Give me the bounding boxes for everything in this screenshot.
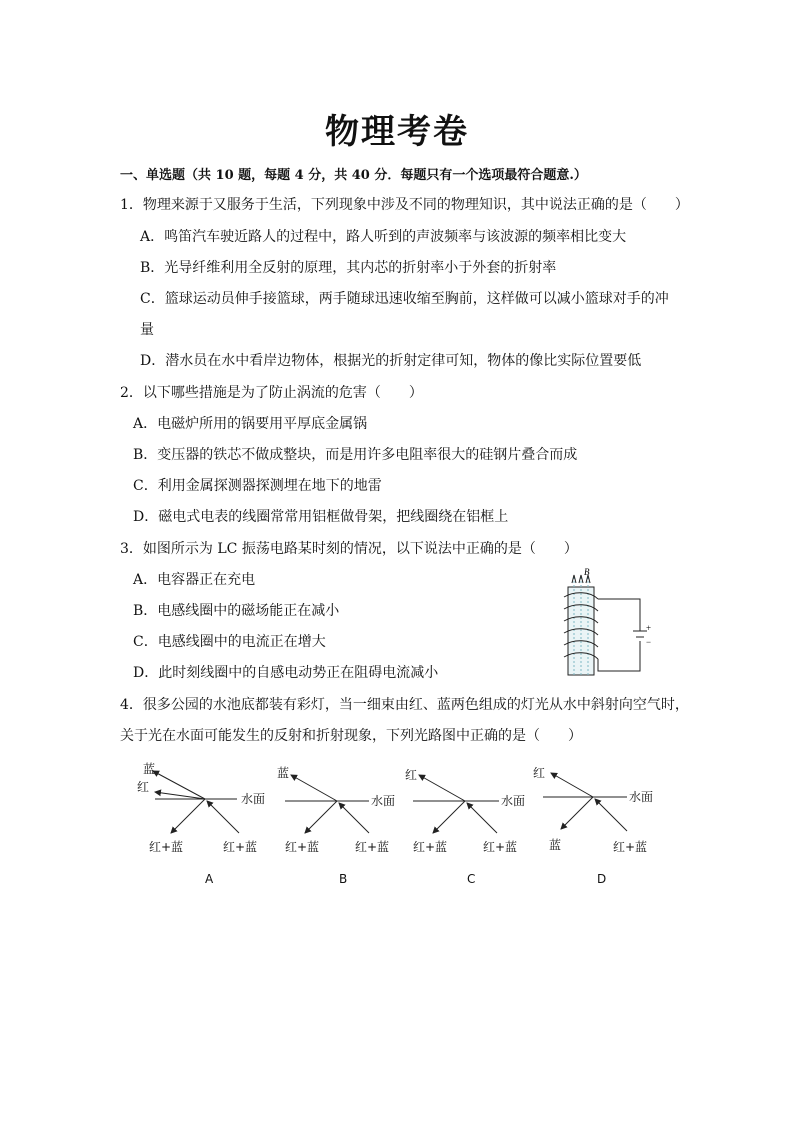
- q1-option-a: A．鸣笛汽车驶近路人的过程中，路人听到的声波频率与该波源的频率相比变大: [140, 229, 627, 245]
- q2-option-d: D．磁电式电表的线圈常常用铝框做骨架，把线圈绕在铝框上: [133, 509, 509, 525]
- q3-option-d: D．此时刻线圈中的自感电动势正在阻碍电流减小: [133, 665, 439, 681]
- diagram-b-option-label: B: [339, 872, 348, 886]
- diagram-a-option-label: A: [205, 872, 214, 886]
- q4-stem-line2: 关于光在水面可能发生的反射和折射现象，下列光路图中正确的是（ ）: [120, 728, 582, 744]
- q2-option-c: C．利用金属探测器探测埋在地下的地雷: [133, 478, 382, 494]
- q1-stem: 1．物理来源于又服务于生活，下列现象中涉及不同的物理知识，其中说法正确的是（ ）: [120, 197, 689, 213]
- diagram-b-mix-left-label: 红+蓝: [285, 840, 320, 854]
- diagram-a-blue-label: 蓝: [143, 762, 156, 776]
- diagram-c-option-label: C: [467, 872, 476, 886]
- lc-circuit-figure: [550, 565, 660, 680]
- q4-stem-line1: 4．很多公园的水池底都装有彩灯，当一细束由红、蓝两色组成的灯光从水中斜射向空气时，: [120, 697, 689, 713]
- diagram-d-red-label: 红: [533, 766, 546, 780]
- capacitor-minus-label: −: [646, 637, 652, 647]
- diagram-d-blue-label: 蓝: [549, 838, 562, 852]
- q2-option-b: B．变压器的铁芯不做成整块，而是用许多电阻率很大的硅钢片叠合而成: [133, 447, 578, 463]
- diagram-d-option-label: D: [597, 872, 607, 886]
- diagram-c-red-label: 红: [405, 768, 418, 782]
- diagram-a-mix-left-label: 红+蓝: [149, 840, 184, 854]
- q2-stem: 2．以下哪些措施是为了防止涡流的危害（ ）: [120, 385, 423, 401]
- diagram-c-mix-right-label: 红+蓝: [483, 840, 518, 854]
- magnetic-field-label: B: [584, 567, 590, 577]
- diagram-b-blue-label: 蓝: [277, 766, 290, 780]
- q3-stem: 3．如图所示为 LC 振荡电路某时刻的情况，以下说法中正确的是（ ）: [120, 541, 578, 557]
- q3-option-b: B．电感线圈中的磁场能正在减小: [133, 603, 340, 619]
- q1-option-c-continued: 量: [140, 322, 154, 338]
- diagram-a-red-label: 红: [137, 780, 150, 794]
- q1-option-b: B．光导纤维利用全反射的原理，其内芯的折射率小于外套的折射率: [140, 260, 557, 276]
- diagram-c-water-label: 水面: [501, 794, 526, 808]
- diagram-d-water-label: 水面: [629, 790, 654, 804]
- capacitor-plus-label: +: [646, 623, 652, 633]
- light-path-diagrams: [125, 757, 665, 892]
- diagram-d-mix-right-label: 红+蓝: [613, 840, 648, 854]
- diagram-a-mix-right-label: 红+蓝: [223, 840, 258, 854]
- section-heading: 一、单选题（共 10 题，每题 4 分，共 40 分．每题只有一个选项最符合题意.）: [120, 168, 587, 183]
- diagram-c-mix-left-label: 红+蓝: [413, 840, 448, 854]
- diagram-a-water-label: 水面: [241, 792, 266, 806]
- q1-option-d: D．潜水员在水中看岸边物体，根据光的折射定律可知，物体的像比实际位置要低: [140, 353, 642, 369]
- q1-option-c: C．篮球运动员伸手接篮球，两手随球迅速收缩至胸前，这样做可以减小篮球对手的冲: [140, 291, 669, 307]
- q2-option-a: A．电磁炉所用的锅要用平厚底金属锅: [133, 416, 368, 432]
- diagram-b-water-label: 水面: [371, 794, 396, 808]
- q3-option-c: C．电感线圈中的电流正在增大: [133, 634, 326, 650]
- page-title: 物理考卷: [325, 112, 469, 152]
- diagram-b-mix-right-label: 红+蓝: [355, 840, 390, 854]
- q3-option-a: A．电容器正在充电: [133, 572, 256, 588]
